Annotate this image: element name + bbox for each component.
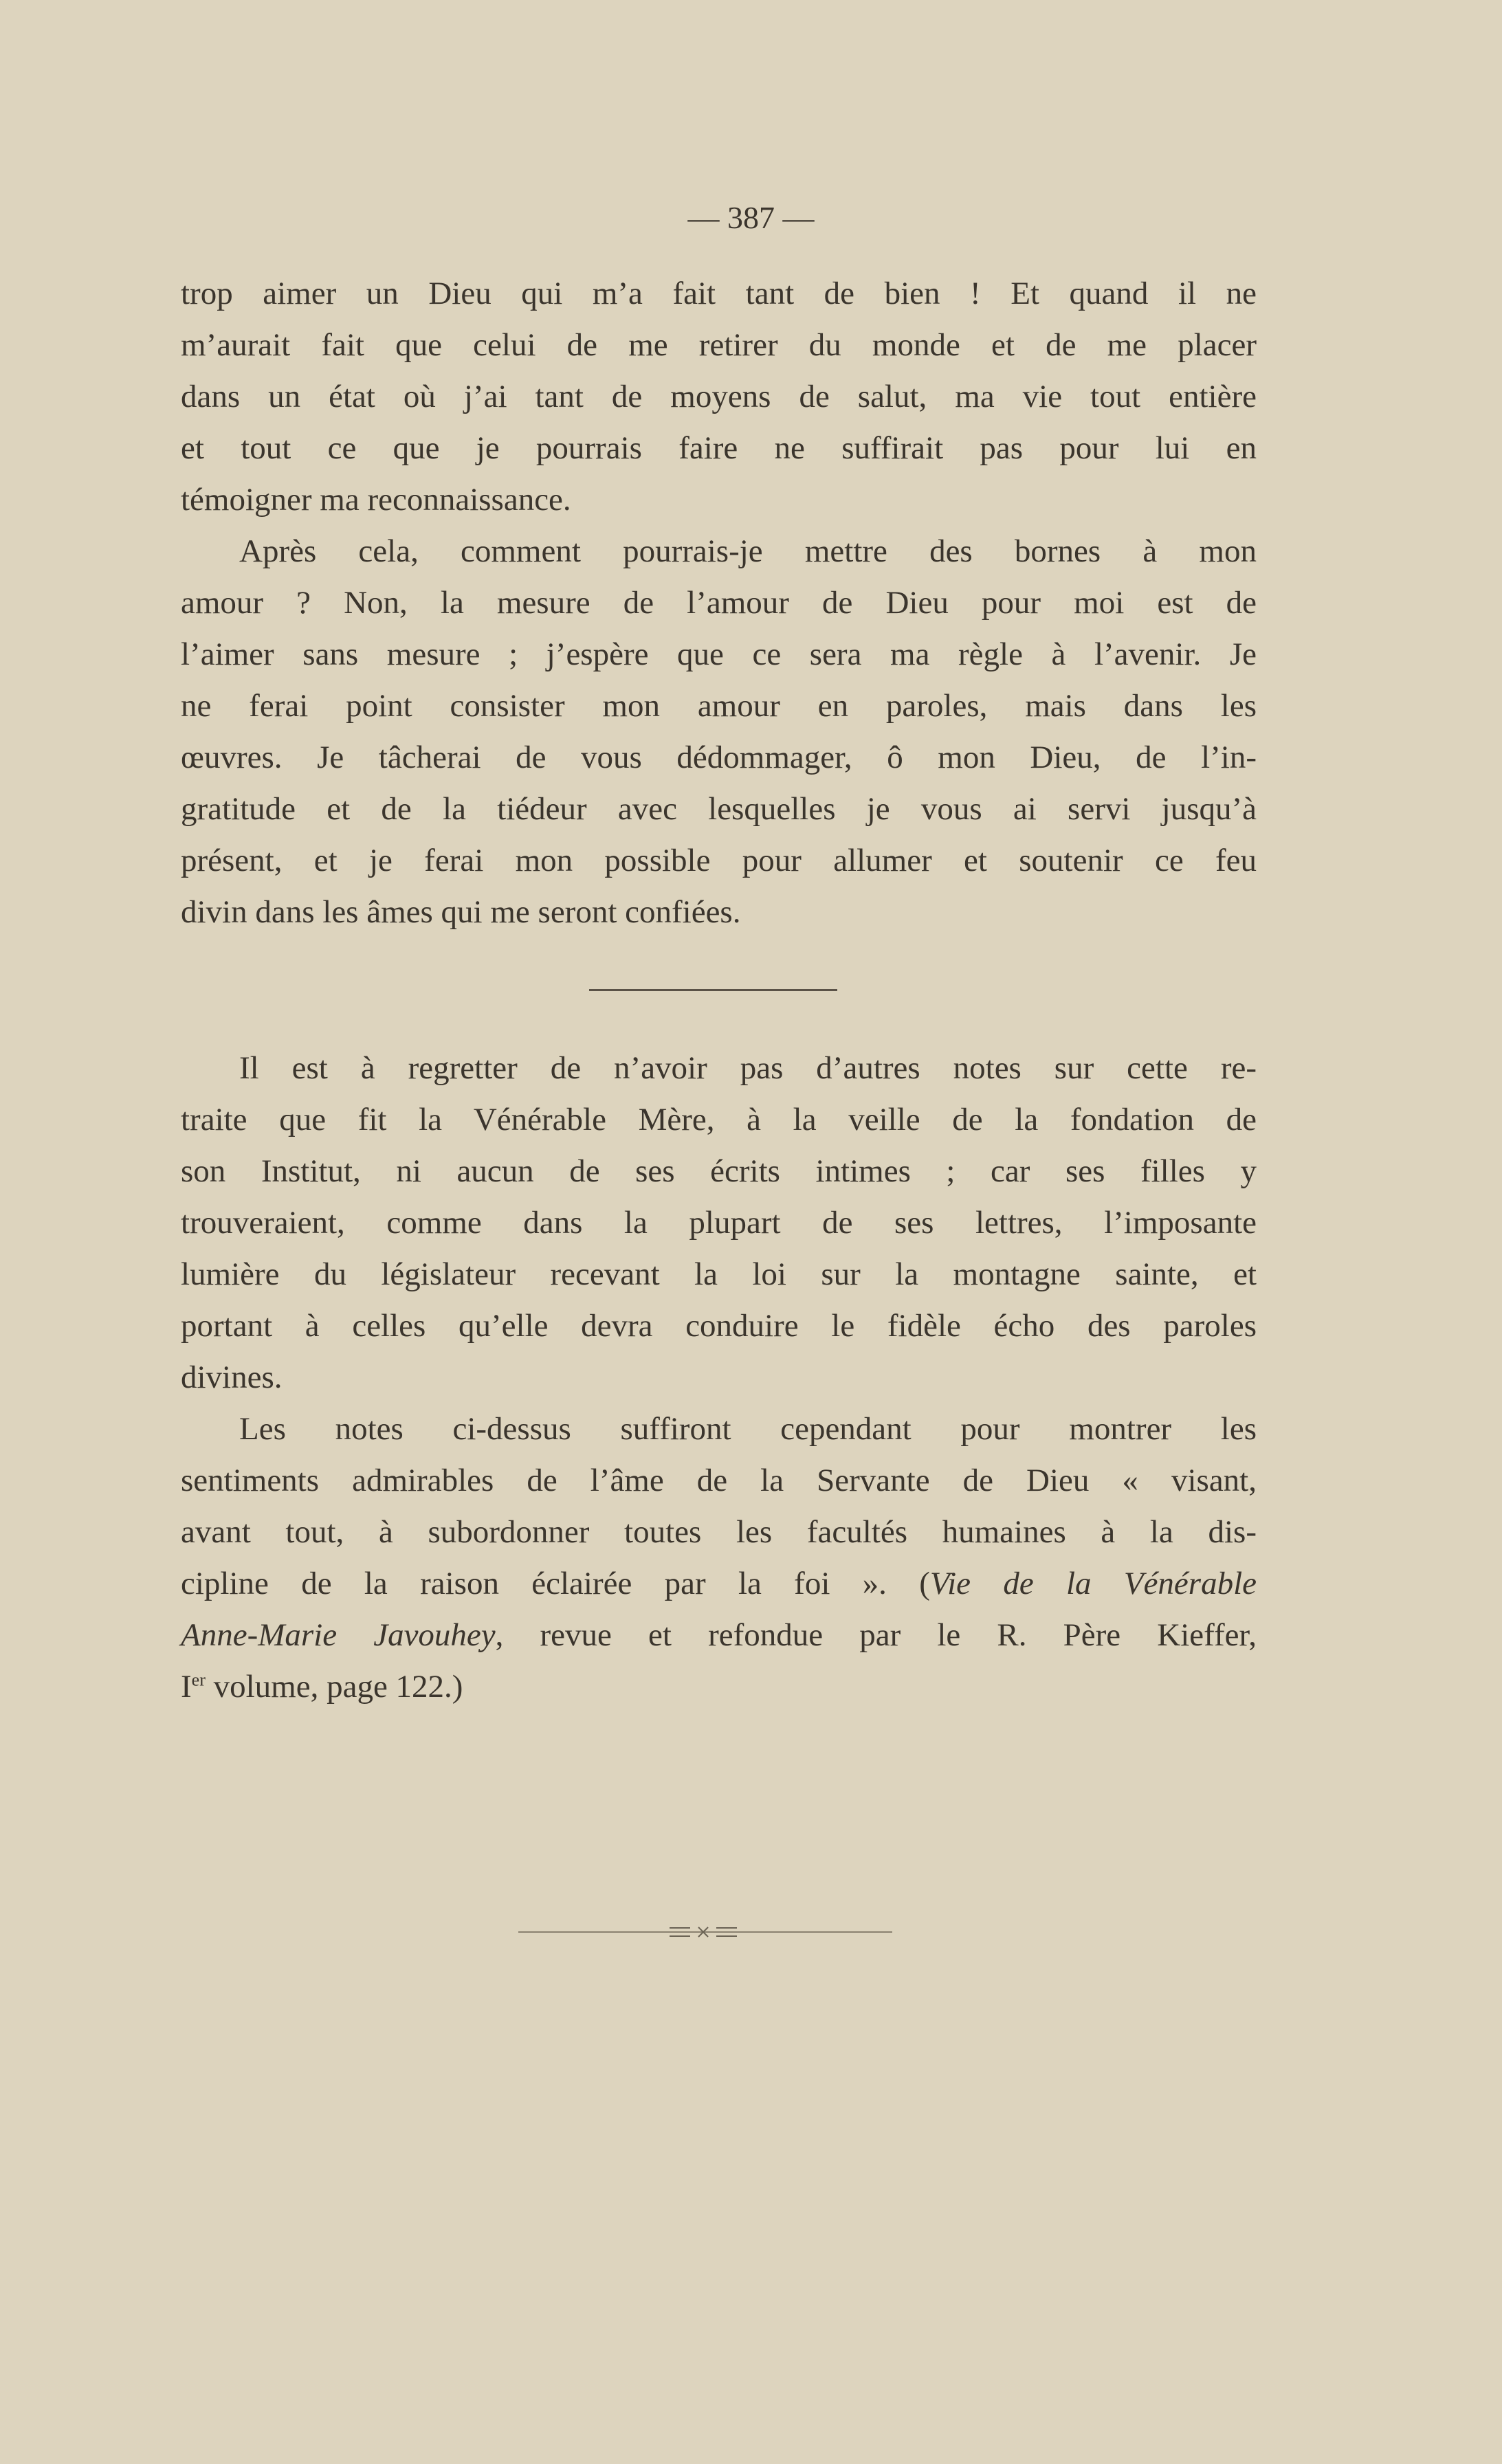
text-line	[181, 1403, 1257, 1455]
text-line	[181, 474, 1257, 526]
text-line	[181, 526, 1257, 577]
end-ornament	[518, 1923, 892, 1941]
text-segment: volume, page 122.)	[205, 1669, 463, 1705]
text-segment: lumière du législateur recevant la loi sur la montagne sainte, et	[181, 1256, 1257, 1292]
text-line	[181, 887, 1257, 938]
section-divider-rule	[589, 989, 837, 991]
italic-citation-text: Vie de la Vénérable	[929, 1566, 1257, 1601]
text-line	[181, 371, 1257, 423]
text-line	[181, 1558, 1257, 1610]
text-segment: gratitude et de la tiédeur avec lesquelles je vous ai servi jusqu’à	[181, 791, 1257, 827]
text-segment: traite que fit la Vénérable Mère, à la veille de la fondation de	[181, 1102, 1257, 1137]
page-number: — 387 —	[687, 200, 815, 235]
text-segment: dans un état où j’ai tant de moyens de salut, ma vie tout entière	[181, 379, 1257, 414]
text-line	[181, 784, 1257, 835]
text-segment: trouveraient, comme dans la plupart de ses lettres, l’imposante	[181, 1205, 1257, 1241]
text-segment: ne ferai point consister mon amour en paroles, mais dans les	[181, 688, 1257, 724]
text-line	[181, 1146, 1257, 1197]
text-segment: cipline de la raison éclairée par la foi ». (	[181, 1566, 930, 1601]
text-line	[181, 1455, 1257, 1507]
text-line	[181, 1249, 1257, 1300]
text-segment: et tout ce que je pourrais faire ne suffirait pas pour lui en	[181, 430, 1257, 466]
text-line	[181, 680, 1257, 732]
text-segment: présent, et je ferai mon possible pour allumer et soutenir ce feu	[181, 843, 1257, 878]
text-segment: divin dans les âmes qui me seront confiées.	[181, 894, 741, 930]
text-line	[181, 320, 1257, 371]
text-segment: son Institut, ni aucun de ses écrits intimes ; car ses filles y	[181, 1153, 1257, 1189]
text-line	[181, 1094, 1257, 1146]
text-segment: œuvres. Je tâcherai de vous dédommager, ô mon Dieu, de l’in-	[181, 740, 1257, 775]
text-segment: , revue et refondue par le R. Père Kieffer,	[495, 1617, 1257, 1653]
text-line	[181, 1610, 1257, 1661]
text-line	[181, 423, 1257, 474]
text-segment: avant tout, à subordonner toutes les facultés humaines à la dis-	[181, 1514, 1257, 1550]
text-segment: Après cela, comment pourrais-je mettre des bornes à mon	[239, 533, 1257, 569]
text-line	[181, 1197, 1257, 1249]
text-line	[181, 1661, 1257, 1713]
text-line	[181, 577, 1257, 629]
text-segment: m’aurait fait que celui de me retirer du monde et de me placer	[181, 327, 1257, 363]
text-line	[181, 629, 1257, 680]
text-segment: portant à celles qu’elle devra conduire le fidèle écho des paroles	[181, 1308, 1257, 1344]
text-segment: l’aimer sans mesure ; j’espère que ce sera ma règle à l’avenir. Je	[181, 636, 1257, 672]
text-segment: divines.	[181, 1359, 283, 1395]
text-segment: Les notes ci-dessus suffiront cependant pour montrer les	[239, 1411, 1257, 1447]
text-segment: Il est à regretter de n’avoir pas d’autres notes sur cette re-	[239, 1050, 1257, 1086]
text-segment: amour ? Non, la mesure de l’amour de Dieu pour moi est de	[181, 585, 1257, 621]
text-section-2	[181, 1043, 1257, 1713]
text-segment: trop aimer un Dieu qui m’a fait tant de bien ! Et quand il ne	[181, 276, 1257, 311]
text-line	[181, 1300, 1257, 1352]
text-segment: I	[181, 1669, 192, 1705]
italic-citation-text: Anne-Marie Javouhey	[181, 1617, 496, 1653]
text-line	[181, 268, 1257, 320]
text-segment: er	[191, 1669, 206, 1690]
text-line	[181, 1043, 1257, 1094]
text-segment: témoigner ma reconnaissance.	[181, 482, 571, 518]
text-segment: sentiments admirables de l’âme de la Servante de Dieu « visant,	[181, 1463, 1257, 1498]
text-line	[181, 1352, 1257, 1403]
text-line	[181, 732, 1257, 784]
text-line	[181, 835, 1257, 887]
text-line	[181, 1507, 1257, 1558]
text-section-1	[181, 268, 1257, 938]
